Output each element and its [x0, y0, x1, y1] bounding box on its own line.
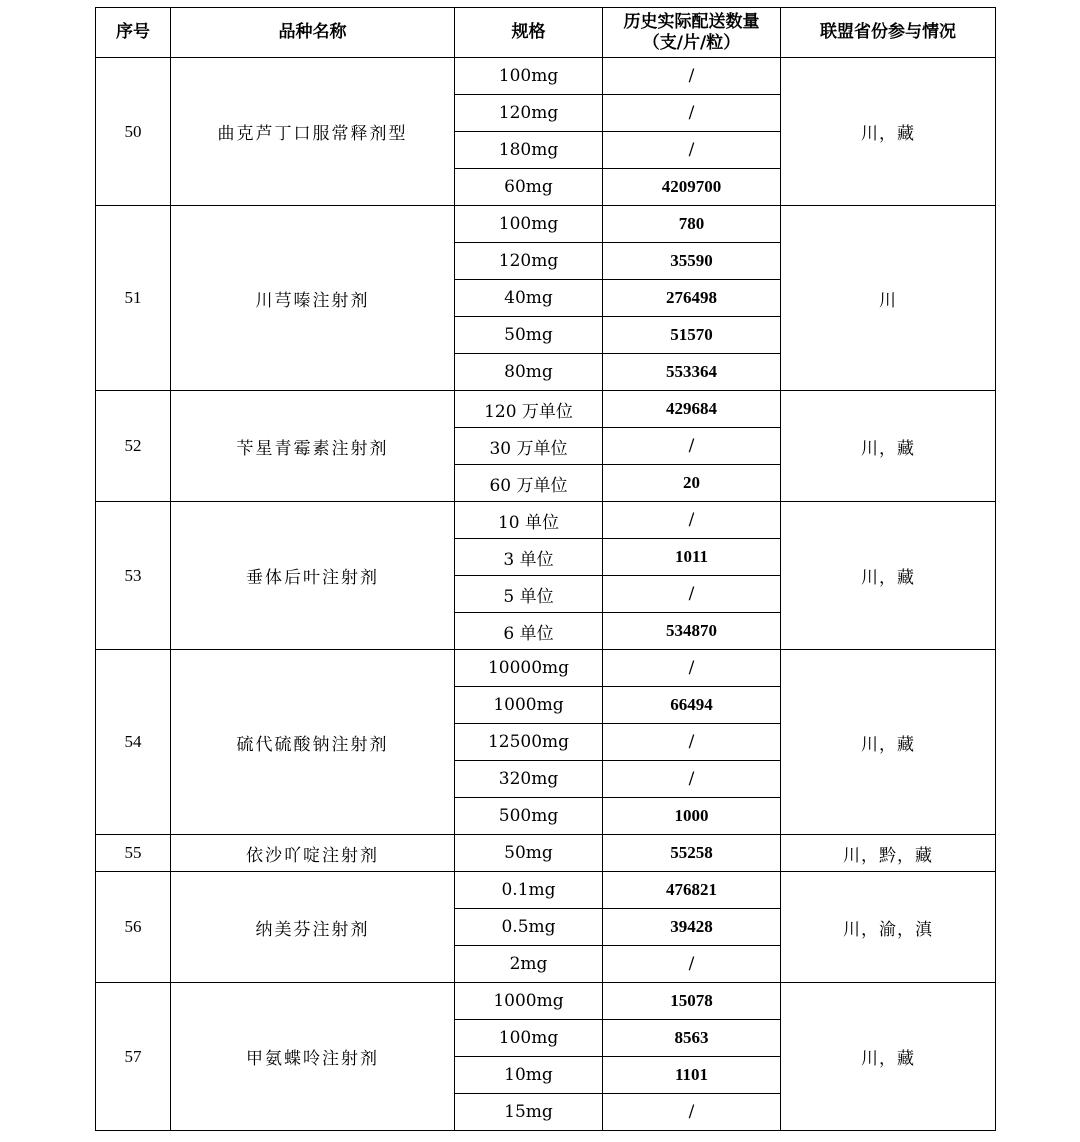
- cell-quantity: 20: [603, 465, 781, 502]
- table-row: [96, 835, 996, 872]
- cell-quantity: 1101: [603, 1057, 781, 1094]
- cell-provinces: 川，黔，藏: [781, 835, 996, 872]
- cell-spec: 100mg: [455, 206, 603, 243]
- cell-quantity: /: [603, 724, 781, 761]
- cell-drug-name: 曲克芦丁口服常释剂型: [171, 58, 455, 206]
- cell-spec: 80mg: [455, 354, 603, 391]
- header-qty-line2: （支/片/粒）: [642, 32, 741, 53]
- drug-table: [95, 7, 996, 1131]
- cell-quantity: 553364: [603, 354, 781, 391]
- cell-quantity: 1000: [603, 798, 781, 835]
- cell-spec: 120mg: [455, 243, 603, 280]
- cell-spec: 1000mg: [455, 687, 603, 724]
- cell-quantity: 66494: [603, 687, 781, 724]
- cell-seq: 52: [96, 391, 171, 502]
- cell-spec: 2mg: [455, 946, 603, 983]
- cell-seq: 50: [96, 58, 171, 206]
- cell-quantity: 55258: [603, 835, 781, 872]
- cell-provinces: 川，藏: [781, 502, 996, 650]
- table-row: [96, 502, 996, 539]
- cell-quantity: 534870: [603, 613, 781, 650]
- cell-spec: 12500mg: [455, 724, 603, 761]
- cell-drug-name: 甲氨蝶呤注射剂: [171, 983, 455, 1131]
- cell-quantity: /: [603, 946, 781, 983]
- cell-provinces: 川，藏: [781, 650, 996, 835]
- cell-seq: 54: [96, 650, 171, 835]
- cell-spec: 100mg: [455, 1020, 603, 1057]
- cell-spec: 30 万单位: [455, 428, 603, 465]
- header-spec: 规格: [455, 8, 603, 58]
- cell-drug-name: 苄星青霉素注射剂: [171, 391, 455, 502]
- cell-quantity: 4209700: [603, 169, 781, 206]
- cell-quantity: 8563: [603, 1020, 781, 1057]
- table-row: [96, 58, 996, 95]
- cell-spec: 0.5mg: [455, 909, 603, 946]
- cell-provinces: 川，藏: [781, 983, 996, 1131]
- cell-spec: 50mg: [455, 835, 603, 872]
- cell-spec: 320mg: [455, 761, 603, 798]
- cell-quantity: 1011: [603, 539, 781, 576]
- cell-seq: 57: [96, 983, 171, 1131]
- cell-spec: 0.1mg: [455, 872, 603, 909]
- cell-quantity: /: [603, 132, 781, 169]
- header-seq: 序号: [96, 8, 171, 58]
- cell-quantity: 15078: [603, 983, 781, 1020]
- cell-spec: 60mg: [455, 169, 603, 206]
- cell-quantity: /: [603, 761, 781, 798]
- cell-seq: 56: [96, 872, 171, 983]
- table-row: [96, 872, 996, 909]
- cell-spec: 10mg: [455, 1057, 603, 1094]
- cell-quantity: /: [603, 1094, 781, 1131]
- cell-seq: 55: [96, 835, 171, 872]
- cell-quantity: /: [603, 428, 781, 465]
- table-row: [96, 650, 996, 687]
- cell-drug-name: 纳美芬注射剂: [171, 872, 455, 983]
- cell-spec: 10 单位: [455, 502, 603, 539]
- header-qty-line1: 历史实际配送数量: [623, 11, 760, 32]
- cell-quantity: 35590: [603, 243, 781, 280]
- cell-spec: 3 单位: [455, 539, 603, 576]
- table-header-row: [96, 8, 996, 58]
- cell-quantity: 39428: [603, 909, 781, 946]
- cell-spec: 50mg: [455, 317, 603, 354]
- cell-spec: 500mg: [455, 798, 603, 835]
- table-row: [96, 206, 996, 243]
- cell-seq: 53: [96, 502, 171, 650]
- header-qty: [603, 8, 781, 58]
- cell-quantity: /: [603, 650, 781, 687]
- table-row: [96, 983, 996, 1020]
- cell-spec: 120 万单位: [455, 391, 603, 428]
- cell-spec: 10000mg: [455, 650, 603, 687]
- cell-quantity: /: [603, 95, 781, 132]
- header-provinces: 联盟省份参与情况: [781, 8, 996, 58]
- cell-provinces: 川，渝，滇: [781, 872, 996, 983]
- cell-quantity: 780: [603, 206, 781, 243]
- cell-spec: 100mg: [455, 58, 603, 95]
- cell-provinces: 川，藏: [781, 58, 996, 206]
- cell-spec: 60 万单位: [455, 465, 603, 502]
- cell-quantity: /: [603, 58, 781, 95]
- cell-quantity: /: [603, 576, 781, 613]
- cell-quantity: 276498: [603, 280, 781, 317]
- cell-spec: 180mg: [455, 132, 603, 169]
- cell-drug-name: 川芎嗪注射剂: [171, 206, 455, 391]
- cell-provinces: 川，藏: [781, 391, 996, 502]
- cell-spec: 120mg: [455, 95, 603, 132]
- cell-quantity: /: [603, 502, 781, 539]
- cell-spec: 15mg: [455, 1094, 603, 1131]
- cell-drug-name: 硫代硫酸钠注射剂: [171, 650, 455, 835]
- header-name: 品种名称: [171, 8, 455, 58]
- cell-spec: 1000mg: [455, 983, 603, 1020]
- table-body: [96, 58, 996, 1131]
- cell-spec: 40mg: [455, 280, 603, 317]
- cell-seq: 51: [96, 206, 171, 391]
- cell-quantity: 51570: [603, 317, 781, 354]
- cell-quantity: 429684: [603, 391, 781, 428]
- cell-provinces: 川: [781, 206, 996, 391]
- cell-quantity: 476821: [603, 872, 781, 909]
- table-row: [96, 391, 996, 428]
- cell-spec: 5 单位: [455, 576, 603, 613]
- cell-drug-name: 垂体后叶注射剂: [171, 502, 455, 650]
- cell-drug-name: 依沙吖啶注射剂: [171, 835, 455, 872]
- cell-spec: 6 单位: [455, 613, 603, 650]
